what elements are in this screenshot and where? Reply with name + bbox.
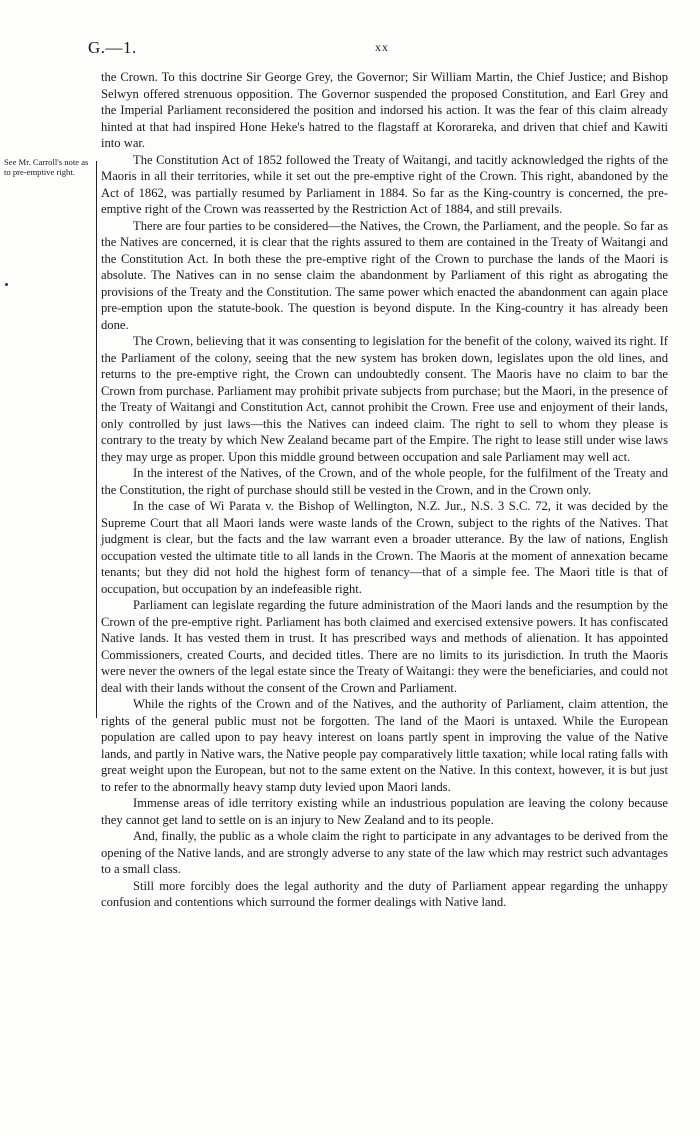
paragraph: There are four parties to be considered—the Natives, the Crown, the Parliament, and the people. So far as the Natives are concerned, it is clear that the rights assured to them are contained in the Treaty of Waitangi and the Constitution Act. In both these the pre-emptive right of the Crown to purchase the lands of the Maori is absolute. The Natives can in no sense claim the abandonment by Parliament of this right as abrogating the provisions of the Treaty and the Constitution. The same power which enacted the abandonment can again place pre-emption upon the statute-book. The question is beyond dispute. In the King-country it has already been done.	[101, 218, 668, 332]
margin-dot	[5, 283, 8, 286]
paragraph: The Crown, believing that it was consenting to legislation for the benefit of the colony, waived its right. If the Parliament of the colony, seeing that the new system has broken down, legislates upon the old lines, and returns to the pre-emptive right, the Crown can undoubtedly consent. The Maoris have no claim to bar the Crown from purchase. Parliament may prohibit private subjects from purchase; but the Maori, in the presence of the Treaty of Waitangi and Constitution Act, cannot prohibit the Crown. Free use and enjoyment of their lands, only controlled by just laws—this the Natives can indeed claim. The right to sell to whom they please is contrary to the treaty by which New Zealand became part of the Empire. The right to lease still under wise laws they may urge as proper. Upon this middle ground between occupation and sale Parliament may well act.	[101, 334, 668, 464]
paragraph: the Crown. To this doctrine Sir George Grey, the Governor; Sir William Martin, the Chief Justice; and Bishop Selwyn offered strenuous opposition. The Governor suspended the proposed Constitution, and Earl Grey and the Imperial Parliament reconsidered the position and indorsed his action. It was the fear of this claim already hinted at that had inspired Hone Heke's hatred to the flagstaff at Kororareka, and driven that chief and Kawiti into war.	[101, 70, 668, 150]
paragraph: While the rights of the Crown and of the Natives, and the authority of Parliament, claim attention, the rights of the general public must not be forgotten. The land of the Maori is untaxed. While the European population are called upon to pay heavy interest on loans partly spent in improving the value of the Native lands, and partly in Native wars, the Native people pay comparatively little taxation; while local rating falls with great weight upon the European, but not to the same extent on the Native. In this context, however, it is but just to refer to the abnormally heavy stamp duty levied upon Maori lands.	[101, 697, 668, 794]
page-number: xx	[375, 40, 389, 54]
paragraph: In the interest of the Natives, of the Crown, and of the whole people, for the fulfilment of the Treaty and the Constitution, the right of purchase should still be vested in the Crown, and in the Crown only.	[101, 466, 668, 497]
margin-note: See Mr. Carroll's note as to pre-emptive right.	[4, 157, 89, 177]
paragraph: The Constitution Act of 1852 followed the Treaty of Waitangi, and tacitly acknowledged the rights of the Maoris in all their territories, while it set out the pre-emptive right of the Crown. This right, abandoned by the Act of 1862, was partially resumed by Parliament in 1884. So far as the King-country is concerned, the pre-emptive right of the Crown was reasserted by the Restriction Act of 1884, and still prevails.	[101, 152, 668, 216]
paragraph: Still more forcibly does the legal authority and the duty of Parliament appear regarding the unhappy confusion and contentions which surround the former dealings with Native land.	[101, 878, 668, 909]
paragraph: And, finally, the public as a whole claim the right to participate in any advantages to be derived from the opening of the Native lands, and are strongly adverse to any state of the law which may restrict such advantages to a small class.	[101, 829, 668, 876]
margin-rule	[96, 161, 97, 718]
paragraph: Parliament can legislate regarding the future administration of the Maori lands and the resumption by the Crown of the pre-emptive right. Parliament has both claimed and exercised extensive powers. It has confiscated Native lands. It has vested them in trust. It has prescribed ways and methods of alienation. It has appointed Commissioners, created Courts, and decided titles. There are no limits to its jurisdiction. In truth the Maoris were never the owners of the legal estate since the Treaty of Waitangi: they were the beneficiaries, and could not deal with their lands without the consent of the Crown and Parliament.	[101, 598, 668, 695]
document-reference: G.—1.	[88, 38, 137, 57]
body-text	[101, 69, 668, 911]
paragraph: Immense areas of idle territory existing while an industrious population are leaving the colony because they cannot get land to settle on is an injury to New Zealand and to its people.	[101, 796, 668, 827]
paragraph: In the case of Wi Parata v. the Bishop of Wellington, N.Z. Jur., N.S. 3 S.C. 72, it was decided by the Supreme Court that all Maori lands were waste lands of the Crown, subject to the rights of the Natives. That judgment is clear, but the facts and the law warrant even a broader utterance. By the law of nations, English occupation vested the ultimate title to all lands in the Crown. The Maoris at the moment of annexation became tenants; but they did not hold the highest form of tenancy—that of a simple fee. The Maori title is that of occupation, but occupation by an indefeasible right.	[101, 499, 668, 596]
